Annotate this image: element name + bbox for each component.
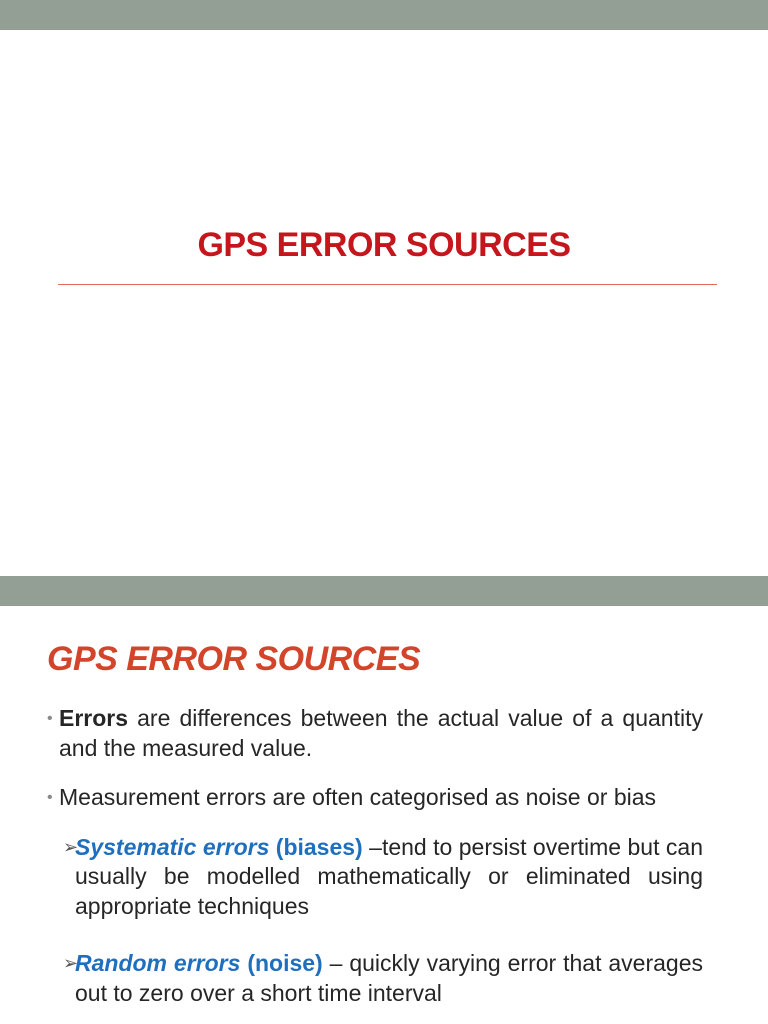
slide-top-band bbox=[0, 576, 768, 606]
bullet-dot-icon: • bbox=[47, 789, 53, 806]
subbullet-text: – quickly varying error that averages out to zero over a short time interval bbox=[75, 950, 704, 1006]
slide-body bbox=[47, 704, 703, 1024]
subbullet-random-errors bbox=[47, 949, 703, 1008]
content-slide bbox=[0, 576, 768, 1024]
arrow-bullet-icon: ➢ bbox=[63, 836, 79, 857]
arrow-bullet-icon: ➢ bbox=[63, 953, 79, 973]
paren-biases: (biases) bbox=[275, 833, 363, 860]
bullet-text: are differences between the actual value of a quantity and the measured value. bbox=[59, 705, 703, 761]
subbullet-systematic-errors bbox=[47, 833, 703, 922]
bullet-text: Measurement errors are often categorised as noise or bias bbox=[59, 784, 657, 810]
bullet-errors-definition bbox=[47, 704, 703, 763]
paren-noise: (noise) bbox=[247, 950, 323, 976]
bullet-dot-icon: • bbox=[47, 710, 53, 727]
term-errors: Errors bbox=[59, 705, 129, 731]
title-slide-heading: GPS ERROR SOURCES bbox=[197, 226, 571, 264]
slide-top-band bbox=[0, 0, 768, 30]
subbullet-text: –tend to persist overtime but can usually be modelled mathematically or eliminated using appropriate techniques bbox=[75, 833, 703, 919]
term-random-errors: Random errors bbox=[75, 950, 241, 976]
title-underline bbox=[58, 284, 717, 285]
bullet-measurement-errors bbox=[47, 783, 703, 813]
content-slide-heading: GPS ERROR SOURCES bbox=[47, 640, 421, 678]
term-systematic-errors: Systematic errors bbox=[75, 833, 270, 860]
